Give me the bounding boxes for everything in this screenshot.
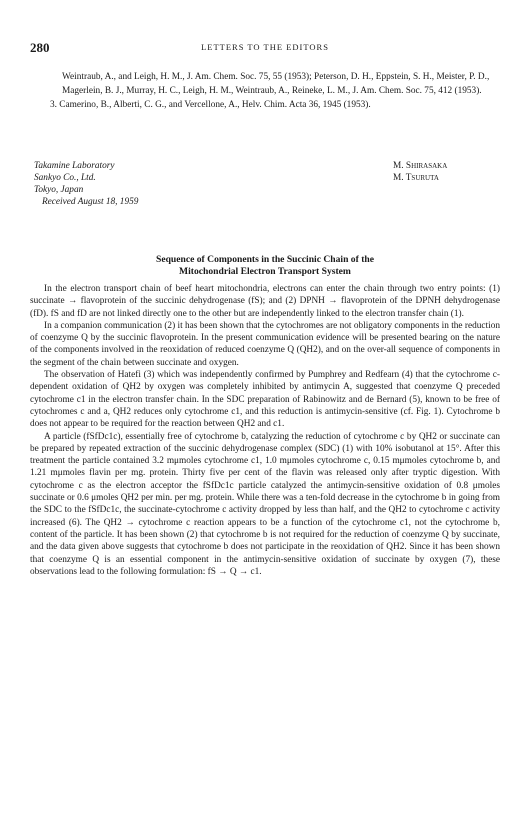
title-line-1: Sequence of Components in the Succinic Chain of the	[155, 254, 374, 265]
received-date: Received August 18, 1959	[42, 197, 139, 207]
paragraph-2: In a companion communication (2) it has been shown that the cytochromes are not obligatory components in the reduction of coenzyme Q by the succinic flavoprotein. In the present communication evidence will be presented bearing on the nature of the components involved in the reoxidation of reduced coenzyme Q (QH2), and on the over-all sequence of components in the segment of the chain between succinate and oxygen.	[30, 320, 500, 368]
page-header	[30, 40, 500, 56]
affiliation	[34, 160, 138, 208]
affiliation-line-2: Sankyo Co., Ltd.	[34, 173, 96, 183]
affiliation-line-3: Tokyo, Japan	[34, 185, 84, 195]
reference-item-3: 3. Camerino, B., Alberti, C. G., and Vercellone, A., Helv. Chim. Acta 36, 1945 (1953).	[50, 100, 371, 110]
author-2: M. Tsuruta	[393, 173, 439, 183]
title-line-2: Mitochondrial Electron Transport System	[179, 266, 351, 277]
affiliation-line-1: Takamine Laboratory	[34, 161, 115, 171]
running-head: LETTERS TO THE EDITORS	[201, 42, 329, 52]
signature-block	[30, 160, 500, 220]
article-body	[30, 283, 500, 578]
paragraph-3: The observation of Hatefi (3) which was independently confirmed by Pumphrey and Redfearn (4) that the cytochrome c-dependent oxidation of QH2 by oxygen was completely inhibited by antimycin A, suggested that coenzyme Q preceded cytochrome c1 in the electron transfer chain. In the SDC preparation of Rabinowitz and de Bernard (5), known to be free of cytochromes c and a, QH2 reduces only cytochrome c1, and this reduction is antimycin-sensitive (cf. Fig. 1). Cytochrome b does not appear to be required for the reaction between QH2 and c1.	[30, 370, 500, 430]
paragraph-4: A particle (fSfDc1c), essentially free of cytochrome b, catalyzing the reduction of cytochrome c by QH2 or succinate can be prepared by repeated extraction of the succinic dehydrogenase complex (SDC) (1) with 10% isobutanol at 15°. After this treatment the particle contained 3.2 mμmoles cytochrome c1, 1.0 mμmoles cytochrome c, 0.15 mμmoles cytochrome b, and 1.21 mμmoles flavin per mg. protein. Thirty five per cent of the flavin was released only after tryptic digestion. With cytochrome c as the electron acceptor the fSfDc1c particle catalyzed the antimycin-sensitive oxidation of 0.8 μmoles succinate or 0.6 μmoles QH2 per min. per mg. protein. While there was a ten-fold decrease in the cytochrome b in going from the SDC to the fSfDc1c, the succinate-cytochrome c activity dropped by less than half, and the QH2 to cytochrome c activity increased (6). The QH2 → cytochrome c reaction appears to be a function of the cytochrome c1, not the cytochrome b, content of the particle. It has been shown (2) that cytochrome b is not required for the reduction of coenzyme Q by succinate, and the data given above suggests that cytochrome b does not participate in the reoxidation of QH2. Since it has been shown that coenzyme Q is an essential component in the antimycin-sensitive oxidation of succinate by oxygen (7), these observations lead to the following formulation: fS → Q → c1.	[30, 431, 500, 577]
article-title	[30, 254, 500, 278]
reference-list	[30, 70, 500, 112]
authors	[393, 160, 447, 184]
author-1: M. Shirasaka	[393, 161, 448, 171]
page-number: 280	[30, 40, 50, 55]
reference-continuation: Weintraub, A., and Leigh, H. M., J. Am. Chem. Soc. 75, 55 (1953); Peterson, D. H., Eppstein, S. H., Meister, P. D., Magerlein, B. J., Murray, H. C., Leigh, H. M., Weintraub, A., Reineke, L. M., J. Am. Chem. Soc. 75, 412 (1953).	[62, 72, 490, 96]
paragraph-1: In the electron transport chain of beef heart mitochondria, electrons can enter the chain through two entry points: (1) succinate → flavoprotein of the succinic dehydrogenase (fS); and (2) DPNH → flavoprotein of the DPNH dehydrogenase (fD). fS and fD are not linked directly one to the other but are independently linked to the electron transfer chain (1).	[30, 284, 500, 319]
